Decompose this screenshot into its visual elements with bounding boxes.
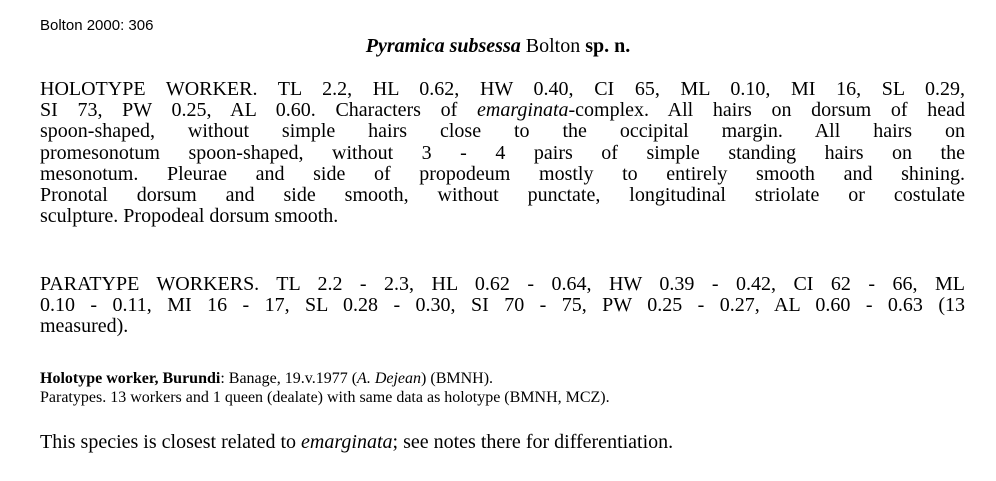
notes-text: ; see notes there for differentiation. (392, 431, 674, 453)
paratype-line: 0.10 - 0.11, MI 16 - 17, SL 0.28 - 0.30, SI 70 - 75, PW 0.25 - 0.27, AL 0.60 - 0.63 (13 (40, 294, 965, 317)
species-author: Bolton (525, 35, 581, 57)
complex-name: emarginata (477, 99, 569, 122)
related-species: emarginata (301, 431, 393, 453)
holotype-line-text: SI 73, PW 0.25, AL 0.60. Characters of (40, 99, 478, 122)
species-title (0, 34, 996, 58)
holotype-line: mesonotum. Pleurae and side of propodeum mostly to entirely smooth and shining. (40, 162, 965, 185)
holotype-depository: ) (BMNH). (421, 370, 494, 387)
species-status: sp. n. (585, 35, 631, 57)
holotype-line (40, 100, 965, 121)
holotype-line: HOLOTYPE WORKER. TL 2.2, HL 0.62, HW 0.40, CI 65, ML 0.10, MI 16, SL 0.29, (40, 78, 965, 100)
notes-text: This species is closest related to (40, 431, 302, 453)
collector-name: A. Dejean (357, 370, 422, 387)
species-notes (40, 430, 673, 454)
species-name: Pyramica subsessa (365, 35, 521, 57)
holotype-line: spoon-shaped, without simple hairs close to the occipital margin. All hairs on (40, 120, 965, 143)
holotype-line: promesonotum spoon-shaped, without 3 - 4 pairs of simple standing hairs on the (40, 141, 965, 164)
paratype-material: Paratypes. 13 workers and 1 queen (dealate) with same data as holotype (BMNH, MCZ). (40, 389, 610, 406)
holotype-label: Holotype worker, Burundi (40, 370, 221, 387)
holotype-material (40, 369, 493, 389)
citation: Bolton 2000: 306 (40, 17, 154, 34)
paratype-line: PARATYPE WORKERS. TL 2.2 - 2.3, HL 0.62 - 0.64, HW 0.39 - 0.42, CI 62 - 66, ML (40, 273, 965, 295)
holotype-line: Pronotal dorsum and side smooth, without punctate, longitudinal striolate or costulate (40, 184, 965, 207)
holotype-description (40, 79, 965, 227)
holotype-locality: : Banage, 19.v.1977 ( (220, 370, 358, 387)
holotype-line-text: -complex. All hairs on dorsum of head (568, 99, 965, 122)
paratype-line: measured). (40, 315, 129, 338)
holotype-line: sculpture. Propodeal dorsum smooth. (40, 205, 339, 228)
paratype-description (40, 274, 965, 338)
